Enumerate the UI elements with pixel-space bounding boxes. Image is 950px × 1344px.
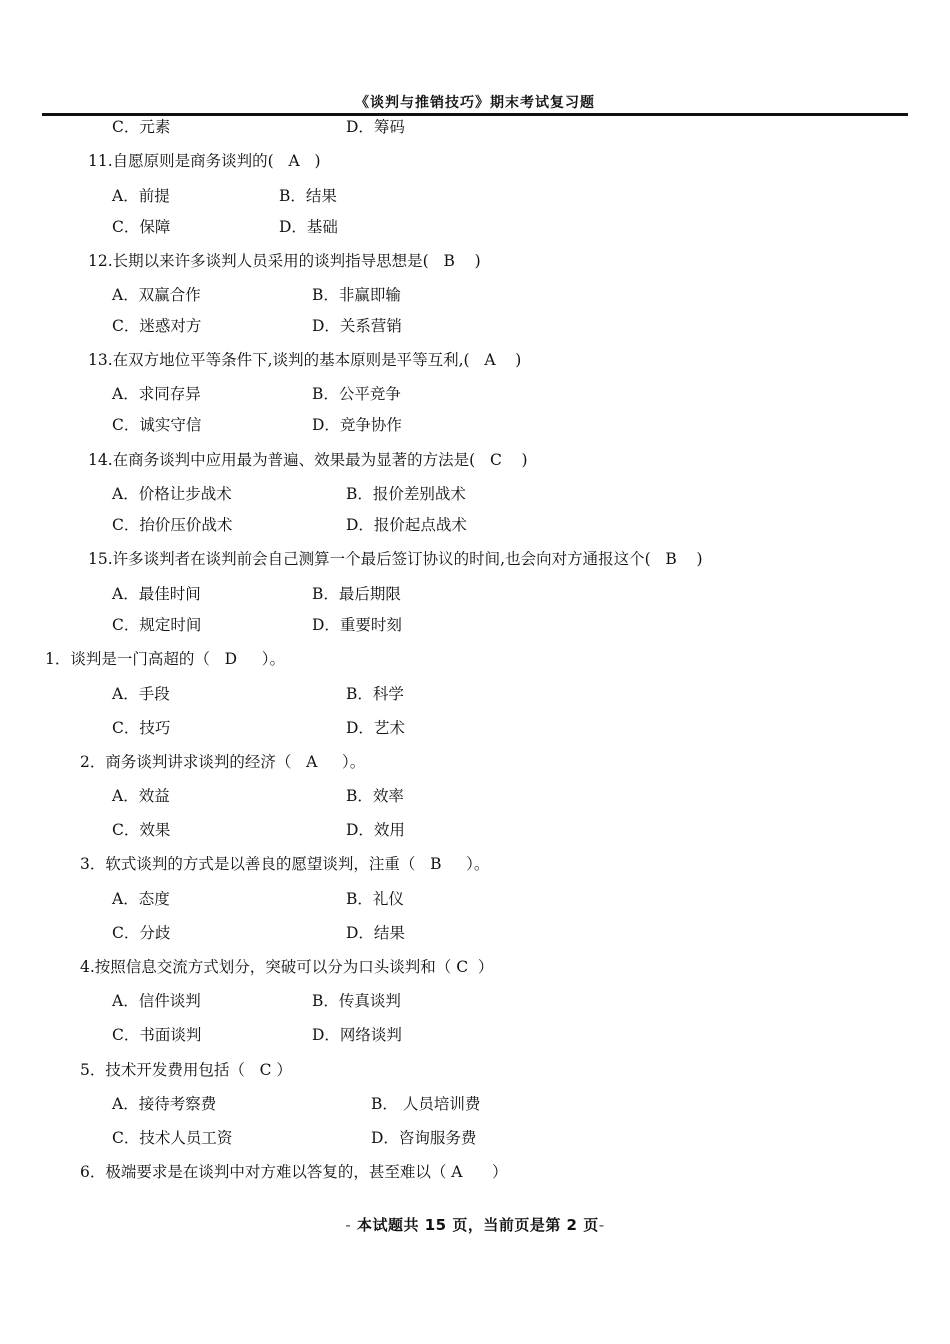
option-b: B．最后期限 (312, 585, 401, 603)
option-b: B．科学 (346, 685, 404, 703)
option-d: D．效用 (346, 821, 405, 839)
option-b: B． 人员培训费 (371, 1095, 481, 1113)
footer-dash-right: - (598, 1216, 605, 1234)
question-1: 1．谈判是一门高超的（ D ）。 (45, 650, 285, 668)
option-d: D．筹码 (346, 118, 405, 136)
question-2: 2．商务谈判讲求谈判的经济（ A ）。 (80, 753, 366, 771)
question-5: 5．技术开发费用包括（ C ） (80, 1061, 292, 1079)
option-b: B．结果 (279, 187, 337, 205)
question-6: 6．极端要求是在谈判中对方难以答复的，甚至难以（ A ） (80, 1163, 508, 1181)
option-d: D．咨询服务费 (371, 1129, 477, 1147)
question-4: 4.按照信息交流方式划分，突破可以分为口头谈判和（ C ） (80, 958, 494, 976)
option-d: D．竞争协作 (312, 416, 402, 434)
footer-dash-left: - (345, 1216, 352, 1234)
option-c: C．分歧 (112, 924, 171, 942)
option-a: A．态度 (112, 890, 170, 908)
option-c: C．规定时间 (112, 616, 202, 634)
option-d: D．结果 (346, 924, 405, 942)
page-footer (0, 1214, 950, 1235)
option-c: C．诚实守信 (112, 416, 202, 434)
option-b: B．传真谈判 (312, 992, 401, 1010)
question-3: 3．软式谈判的方式是以善良的愿望谈判，注重（ B ）。 (80, 855, 490, 873)
option-a: A．效益 (112, 787, 170, 805)
option-c: C．效果 (112, 821, 171, 839)
question-13: 13.在双方地位平等条件下,谈判的基本原则是平等互利,( A ) (88, 351, 522, 369)
footer-page-info: 本试题共 15 页，当前页是第 2 页 (351, 1216, 599, 1234)
option-d: D．关系营销 (312, 317, 402, 335)
option-c: C．抬价压价战术 (112, 516, 233, 534)
option-a: A．双赢合作 (112, 286, 201, 304)
question-14: 14.在商务谈判中应用最为普遍、效果最为显著的方法是( C ) (88, 451, 528, 469)
option-a: A．最佳时间 (112, 585, 201, 603)
option-c: C．保障 (112, 218, 171, 236)
option-b: B．礼仪 (346, 890, 404, 908)
option-c: C．迷惑对方 (112, 317, 202, 335)
option-b: B．非赢即输 (312, 286, 401, 304)
option-a: A．接待考察费 (112, 1095, 217, 1113)
page-header-title: 《谈判与推销技巧》期末考试复习题 (355, 95, 595, 111)
option-b: B．公平竞争 (312, 385, 401, 403)
option-c: C．技巧 (112, 719, 171, 737)
option-c: C．技术人员工资 (112, 1129, 233, 1147)
option-a: A．信件谈判 (112, 992, 201, 1010)
header-rule (42, 113, 908, 116)
option-d: D．网络谈判 (312, 1026, 402, 1044)
option-a: A．求同存异 (112, 385, 201, 403)
option-b: B．效率 (346, 787, 404, 805)
option-c: C．书面谈判 (112, 1026, 202, 1044)
question-11: 11.自愿原则是商务谈判的( A ) (88, 152, 321, 170)
question-12: 12.长期以来许多谈判人员采用的谈判指导思想是( B ) (88, 252, 481, 270)
option-c: C．元素 (112, 118, 171, 136)
option-a: A．价格让步战术 (112, 485, 232, 503)
option-a: A．手段 (112, 685, 170, 703)
option-d: D．报价起点战术 (346, 516, 467, 534)
option-a: A．前提 (112, 187, 170, 205)
question-15: 15.许多谈判者在谈判前会自己测算一个最后签订协议的时间,也会向对方通报这个( B ) (88, 550, 703, 568)
option-b: B．报价差别战术 (346, 485, 466, 503)
option-d: D．艺术 (346, 719, 405, 737)
option-d: D．重要时刻 (312, 616, 402, 634)
option-d: D．基础 (279, 218, 338, 236)
